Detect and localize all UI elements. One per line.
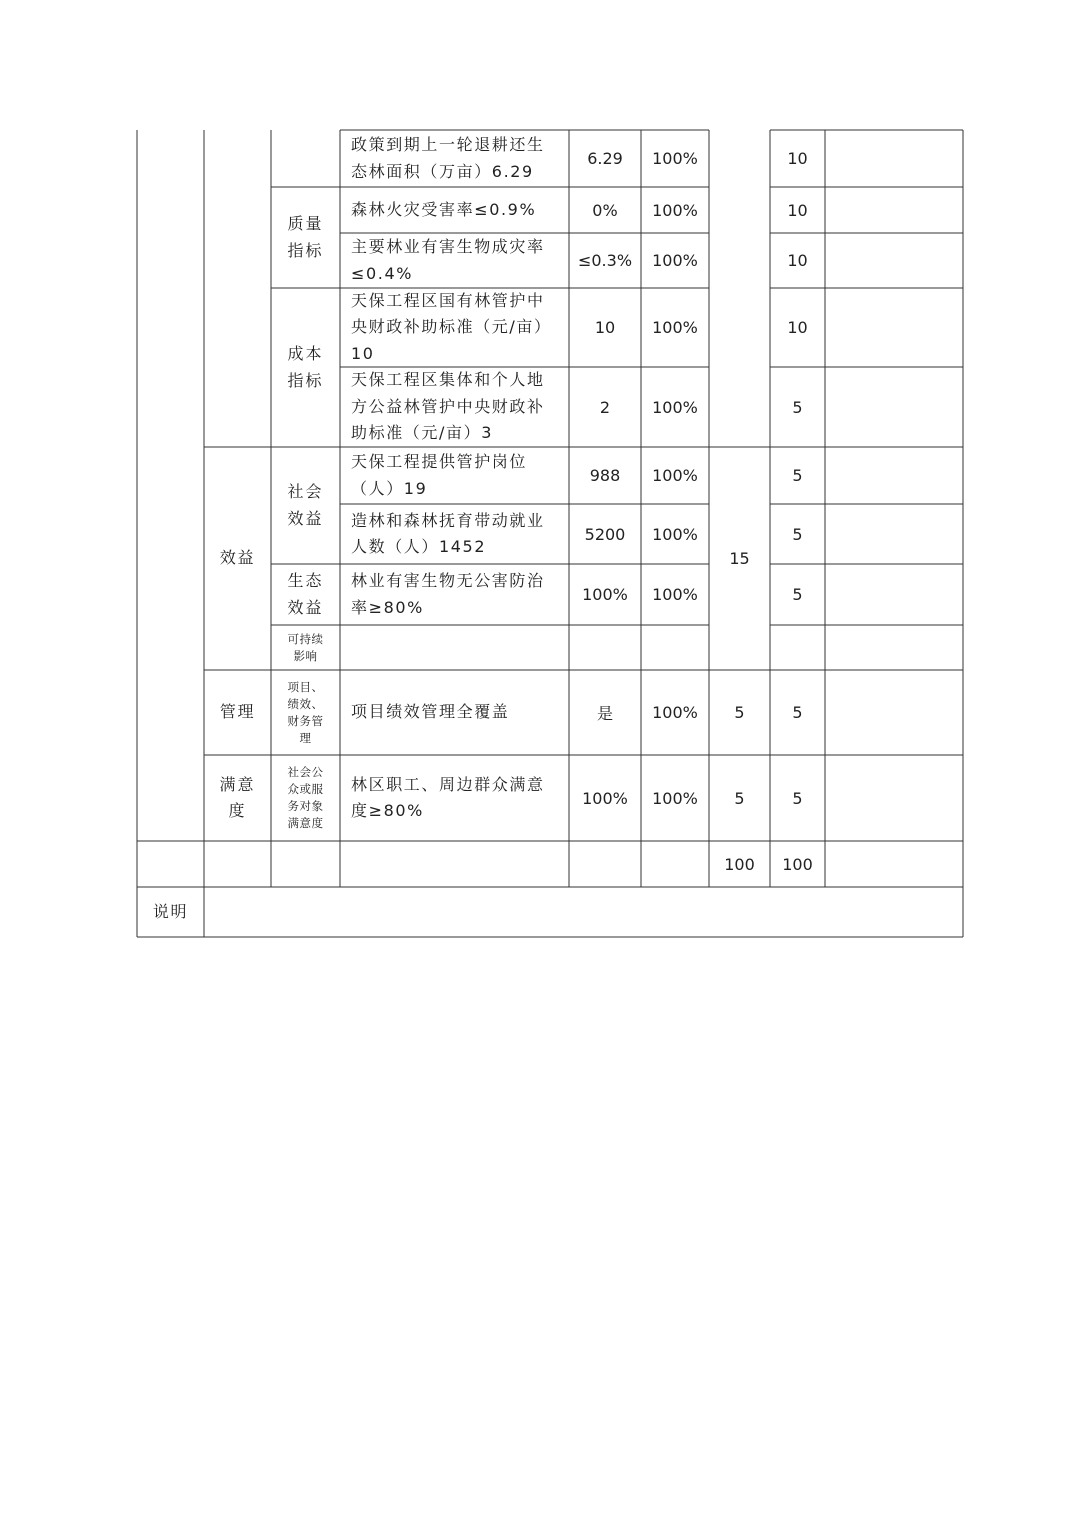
note-value — [204, 887, 963, 937]
completion-rate-cell: 100% — [652, 788, 698, 808]
completion-rate-cell: 100% — [652, 200, 698, 220]
subcategory-sustainable — [271, 625, 340, 670]
score-cell: 10 — [787, 318, 808, 337]
metric-cell: 主要林业有害生物成灾率≤0.4% — [351, 237, 545, 283]
total-weight: 100 — [724, 854, 755, 874]
metric-cell: 造林和森林抚育带动就业人数（人）1452 — [351, 510, 545, 556]
actual-value-cell — [569, 625, 641, 670]
actual-value-cell: 100% — [582, 585, 628, 604]
score-cell: 10 — [787, 200, 808, 220]
weight-benefit: 15 — [729, 549, 750, 568]
score-cell: 10 — [787, 149, 808, 168]
note-label: 说明 — [152, 901, 189, 921]
completion-rate-cell: 100% — [652, 397, 698, 417]
actual-value-cell: 6.29 — [587, 149, 623, 168]
weight-satisfaction: 5 — [734, 788, 745, 808]
actual-value-cell: ≤0.3% — [577, 251, 633, 270]
score-cell: 5 — [792, 703, 803, 722]
category-management: 管理 — [219, 702, 256, 722]
subcategory-quality — [271, 187, 340, 288]
subcategory-label: 社会公众或服务对象满意度 — [287, 765, 324, 830]
total-score: 100 — [782, 854, 813, 874]
metric-cell: 林区职工、周边群众满意度≥80% — [351, 774, 545, 820]
score-cell: 5 — [792, 466, 803, 485]
score-cell: 5 — [792, 397, 803, 417]
completion-rate-cell: 100% — [652, 251, 698, 270]
metric-cell: 天保工程区集体和个人地方公益林管护中央财政补助标准（元/亩）3 — [351, 370, 545, 443]
metric-cell: 政策到期上一轮退耕还生态林面积（万亩）6.29 — [351, 135, 545, 181]
actual-value-cell: 100% — [582, 788, 628, 808]
subcategory-management — [271, 670, 340, 755]
metric-cell: 森林火灾受害率≤0.9% — [351, 199, 537, 219]
category-label: 满意度 — [219, 774, 256, 820]
score-cell — [770, 625, 825, 670]
metric-cell: 天保工程提供管护岗位（人）19 — [351, 452, 528, 498]
score-cell: 5 — [792, 788, 803, 808]
score-cell: 5 — [792, 585, 803, 604]
actual-value-cell: 10 — [594, 318, 616, 337]
category-benefit: 效益 — [219, 548, 256, 568]
score-cell: 10 — [787, 251, 808, 270]
completion-rate-cell: 100% — [652, 466, 698, 485]
subcategory-social — [271, 447, 340, 564]
completion-rate-cell — [641, 625, 709, 670]
subcategory-label: 可持续影响 — [287, 631, 324, 663]
completion-rate-cell: 100% — [652, 524, 698, 544]
category-satisfaction — [204, 755, 271, 841]
subcategory-label: 成本指标 — [287, 344, 324, 390]
weight-management: 5 — [734, 703, 745, 722]
subcategory-satisfaction — [271, 755, 340, 841]
subcategory-ecological — [271, 564, 340, 625]
subcategory-label: 社会效益 — [287, 482, 324, 528]
actual-value-cell: 是 — [596, 704, 613, 723]
actual-value-cell: 2 — [599, 397, 611, 417]
subcategory-label: 质量指标 — [287, 214, 324, 260]
metric-cell: 天保工程区国有林管护中央财政补助标准（元/亩）10 — [351, 290, 552, 363]
completion-rate-cell: 100% — [652, 585, 698, 604]
metric-cell: 项目绩效管理全覆盖 — [351, 702, 510, 722]
metric-cell: 林业有害生物无公害防治率≥80% — [351, 571, 545, 617]
actual-value-cell: 988 — [589, 466, 621, 485]
score-cell: 5 — [792, 524, 803, 544]
actual-value-cell: 5200 — [584, 524, 626, 544]
actual-value-cell: 0% — [592, 200, 618, 220]
metric-cell — [340, 625, 569, 670]
completion-rate-cell: 100% — [652, 318, 698, 337]
subcategory-label: 项目、绩效、财务管理 — [287, 679, 324, 745]
subcategory-label: 生态效益 — [287, 571, 324, 617]
completion-rate-cell: 100% — [652, 149, 698, 168]
completion-rate-cell: 100% — [652, 703, 698, 722]
subcategory-cost — [271, 288, 340, 447]
